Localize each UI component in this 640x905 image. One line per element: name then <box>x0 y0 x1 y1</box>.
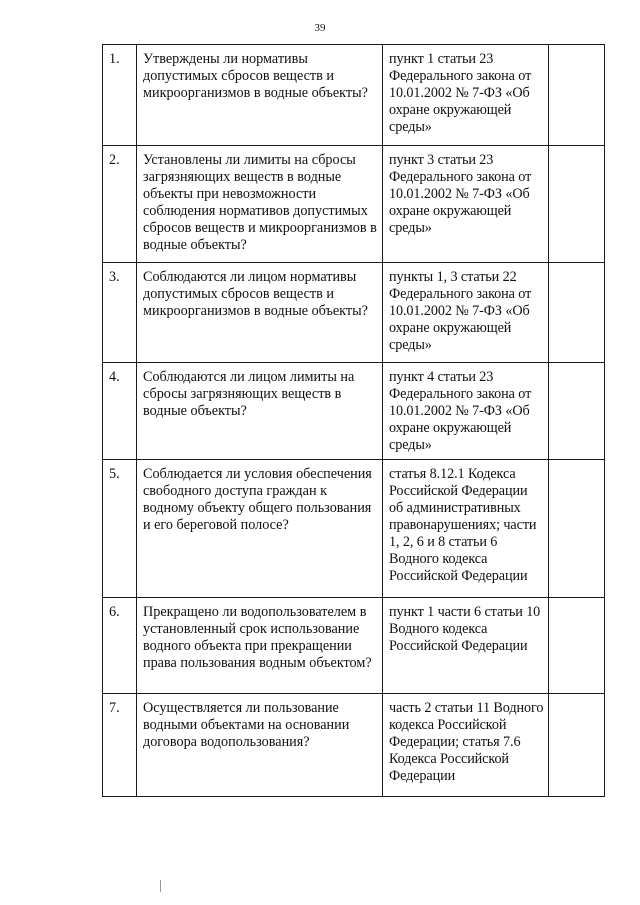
question-cell: Соблюдаются ли лицом лимиты на сбросы загрязняющих веществ в водные объекты? <box>137 363 383 460</box>
table-row <box>103 460 605 598</box>
question-cell: Прекращено ли водопользователем в установленный срок использование водного объекта при прекращении права пользования водным объектом? <box>137 598 383 694</box>
mark-cell[interactable] <box>549 263 605 363</box>
table-row <box>103 263 605 363</box>
scan-artifact-mark <box>160 880 161 892</box>
table-row <box>103 694 605 797</box>
mark-cell[interactable] <box>549 363 605 460</box>
table-row <box>103 146 605 263</box>
page-number: 39 <box>314 22 326 34</box>
legal-reference-cell: пункт 1 статьи 23 Федерального закона от 10.01.2002 № 7-ФЗ «Об охране окружающей среды» <box>383 45 549 146</box>
legal-reference-cell: часть 2 статьи 11 Водного кодекса Российской Федерации; статья 7.6 Кодекса Российской Федерации <box>383 694 549 797</box>
row-number: 1. <box>103 45 137 146</box>
table-row <box>103 598 605 694</box>
question-cell: Установлены ли лимиты на сбросы загрязняющих веществ в водные объекты при невозможности соблюдения нормативов допустимых сбросов веществ и микроорганизмов в водные объекты? <box>137 146 383 263</box>
row-number: 2. <box>103 146 137 263</box>
table-row <box>103 363 605 460</box>
mark-cell[interactable] <box>549 598 605 694</box>
legal-reference-cell: статья 8.12.1 Кодекса Российской Федерации об административных правонарушениях; части 1, 2, 6 и 8 статьи 6 Водного кодекса Российской Федерации <box>383 460 549 598</box>
legal-reference-cell: пункт 1 части 6 статьи 10 Водного кодекса Российской Федерации <box>383 598 549 694</box>
mark-cell[interactable] <box>549 694 605 797</box>
row-number: 5. <box>103 460 137 598</box>
question-cell: Осуществляется ли пользование водными объектами на основании договора водопользования? <box>137 694 383 797</box>
mark-cell[interactable] <box>549 146 605 263</box>
table-row <box>103 45 605 146</box>
legal-reference-cell: пункт 3 статьи 23 Федерального закона от 10.01.2002 № 7-ФЗ «Об охране окружающей среды» <box>383 146 549 263</box>
legal-reference-cell: пункт 4 статьи 23 Федерального закона от 10.01.2002 № 7-ФЗ «Об охране окружающей среды» <box>383 363 549 460</box>
question-cell: Соблюдается ли условия обеспечения свободного доступа граждан к водному объекту общего пользования и его береговой полосе? <box>137 460 383 598</box>
row-number: 7. <box>103 694 137 797</box>
row-number: 4. <box>103 363 137 460</box>
checklist-table <box>102 44 605 797</box>
mark-cell[interactable] <box>549 460 605 598</box>
row-number: 3. <box>103 263 137 363</box>
question-cell: Соблюдаются ли лицом нормативы допустимых сбросов веществ и микроорганизмов в водные объекты? <box>137 263 383 363</box>
mark-cell[interactable] <box>549 45 605 146</box>
legal-reference-cell: пункты 1, 3 статьи 22 Федерального закона от 10.01.2002 № 7-ФЗ «Об охране окружающей среды» <box>383 263 549 363</box>
question-cell: Утверждены ли нормативы допустимых сбросов веществ и микроорганизмов в водные объекты? <box>137 45 383 146</box>
row-number: 6. <box>103 598 137 694</box>
